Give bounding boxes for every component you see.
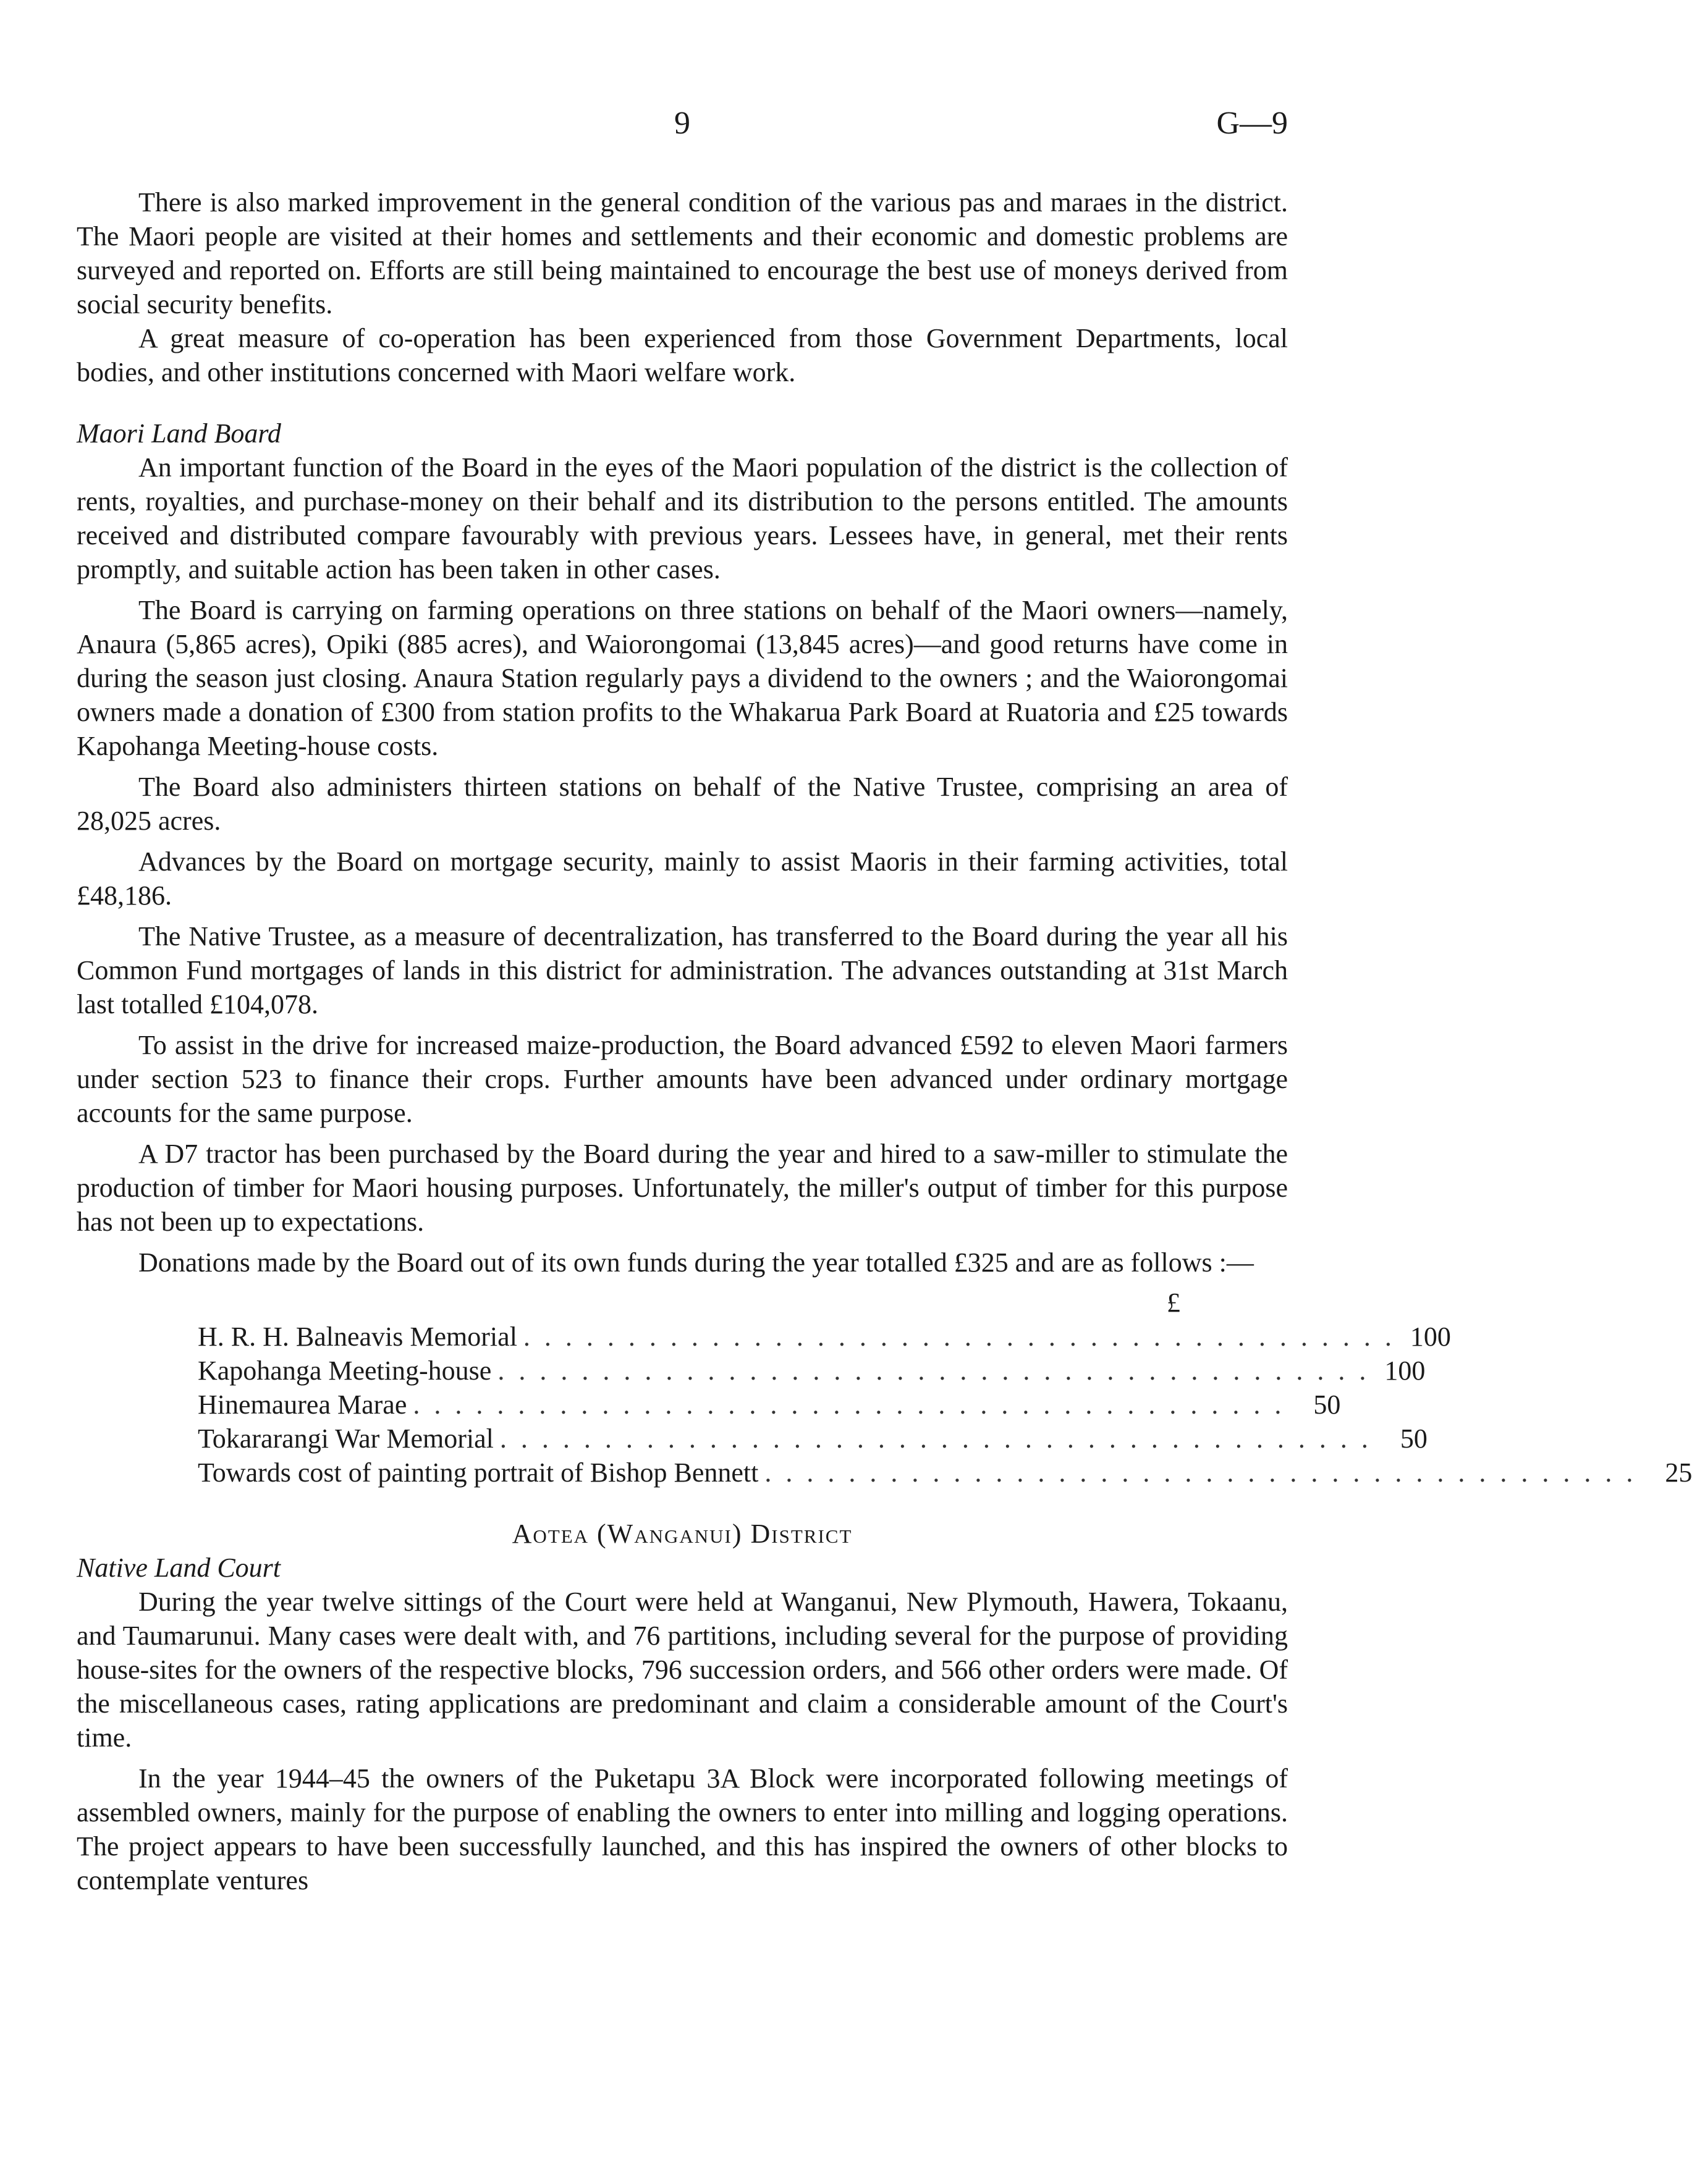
currency-header: £ — [1167, 1288, 1180, 1318]
paragraph: There is also marked improvement in the general condition of the various pas and maraes in the district. The Maori people are visited at their homes and settlements and their economic and domestic problems are surveyed and reported on. Efforts are still being maintained to encourage the best use of moneys derived from social security benefits. — [77, 187, 1288, 319]
body-text — [77, 185, 1692, 1897]
donation-amount: 25 — [1665, 1457, 1692, 1488]
paragraph: Donations made by the Board out of its own funds during the year totalled £325 and are as follows :— — [138, 1247, 1254, 1278]
donation-name: Towards cost of painting portrait of Bishop Bennett — [198, 1457, 759, 1488]
donations-table — [198, 1286, 1692, 1490]
donation-row — [198, 1456, 1692, 1490]
donation-name: Hinemaurea Marae — [198, 1389, 407, 1420]
dot-leader: . . . . . . . . . . . . . . . . . . . . . . . . . . . . . . . . . . . . . . . . . . — [764, 1457, 1637, 1488]
donation-row — [198, 1388, 1341, 1422]
paragraph: A D7 tractor has been purchased by the Board during the year and hired to a saw-miller to stimulate the production of timber for Maori housing purposes. Unfortunately, the miller's output of timber for this purpose has not been up to expectations. — [77, 1139, 1288, 1237]
donation-row — [198, 1354, 1426, 1388]
document-reference: G—9 — [1216, 106, 1288, 141]
donation-amount: 100 — [1384, 1356, 1426, 1386]
dot-leader: . . . . . . . . . . . . . . . . . . . . . . . . . . . . . . . . . . . . . . . . . . — [413, 1389, 1285, 1420]
donation-name: Kapohanga Meeting-house — [198, 1356, 492, 1386]
paragraph: To assist in the drive for increased maize-production, the Board advanced £592 to eleven Maori farmers under section 523 to finance their crops. Further amounts have been advanced under ordinary mortgage accounts for the same purpose. — [77, 1030, 1288, 1128]
paragraph: During the year twelve sittings of the Court were held at Wanganui, New Plymouth, Hawera, Tokaanu, and Taumarunui. Many cases were dealt with, and 76 partitions, including several for the purpose of providing house-sites for the owners of the respective blocks, 796 succession orders, and 566 other orders were made. Of the miscellaneous cases, rating applications are predominant and claim a considerable amount of the Court's time. — [77, 1587, 1288, 1753]
paragraph: The Board also administers thirteen stations on behalf of the Native Trustee, comprising an area of 28,025 acres. — [77, 772, 1288, 836]
donation-row — [198, 1422, 1428, 1456]
dot-leader: . . . . . . . . . . . . . . . . . . . . . . . . . . . . . . . . . . . . . . . . . . — [523, 1322, 1395, 1352]
document-page — [77, 0, 1692, 2184]
paragraph: The Board is carrying on farming operations on three stations on behalf of the Maori owners—namely, Anaura (5,865 acres), Opiki (885 acres), and Waiorongomai (13,845 acres)—and good returns have come in during the season just closing. Anaura Station regularly pays a dividend to the owners ; and the Waiorongomai owners made a donation of £300 from station profits to the Whakarua Park Board at Ruatoria and £25 towards Kapohanga Meeting-house costs. — [77, 595, 1288, 761]
paragraph: An important function of the Board in the eyes of the Maori population of the district is the collection of rents, royalties, and purchase-money on their behalf and its distribution to the persons entitled. The amounts received and distributed compare favourably with previous years. Lessees have, in general, met their rents promptly, and suitable action has been taken in other cases. — [77, 452, 1288, 584]
dot-leader: . . . . . . . . . . . . . . . . . . . . . . . . . . . . . . . . . . . . . . . . . . — [497, 1356, 1370, 1386]
donation-amount: 50 — [1400, 1423, 1428, 1454]
donation-amount: 50 — [1313, 1389, 1341, 1420]
dot-leader: . . . . . . . . . . . . . . . . . . . . . . . . . . . . . . . . . . . . . . . . . . — [499, 1423, 1372, 1454]
section-heading-native-land-court: Native Land Court — [77, 1553, 281, 1583]
paragraph: In the year 1944–45 the owners of the Puketapu 3A Block were incorporated following meetings of assembled owners, mainly for the purpose of enabling the owners to enter into milling and logging operations. The project appears to have been successfully launched, and this has inspired the owners of other blocks to contemplate ventures — [77, 1763, 1288, 1895]
paragraph: Advances by the Board on mortgage security, mainly to assist Maoris in their farming activities, total £48,186. — [77, 846, 1288, 911]
donation-amount: 100 — [1410, 1322, 1451, 1352]
district-heading-aotea: Aotea (Wanganui) District — [512, 1519, 853, 1549]
paragraph: A great measure of co-operation has been experienced from those Government Departments, local bodies, and other institutions concerned with Maori welfare work. — [77, 323, 1288, 387]
donation-row — [198, 1320, 1451, 1354]
section-heading-maori-land-board: Maori Land Board — [77, 418, 281, 449]
donation-name: H. R. H. Balneavis Memorial — [198, 1322, 517, 1352]
paragraph: The Native Trustee, as a measure of decentralization, has transferred to the Board during the year all his Common Fund mortgages of lands in this district for administration. The advances outstanding at 31st March last totalled £104,078. — [77, 921, 1288, 1019]
page-number: 9 — [674, 106, 690, 141]
donation-name: Tokararangi War Memorial — [198, 1423, 494, 1454]
page-header — [77, 105, 1288, 148]
